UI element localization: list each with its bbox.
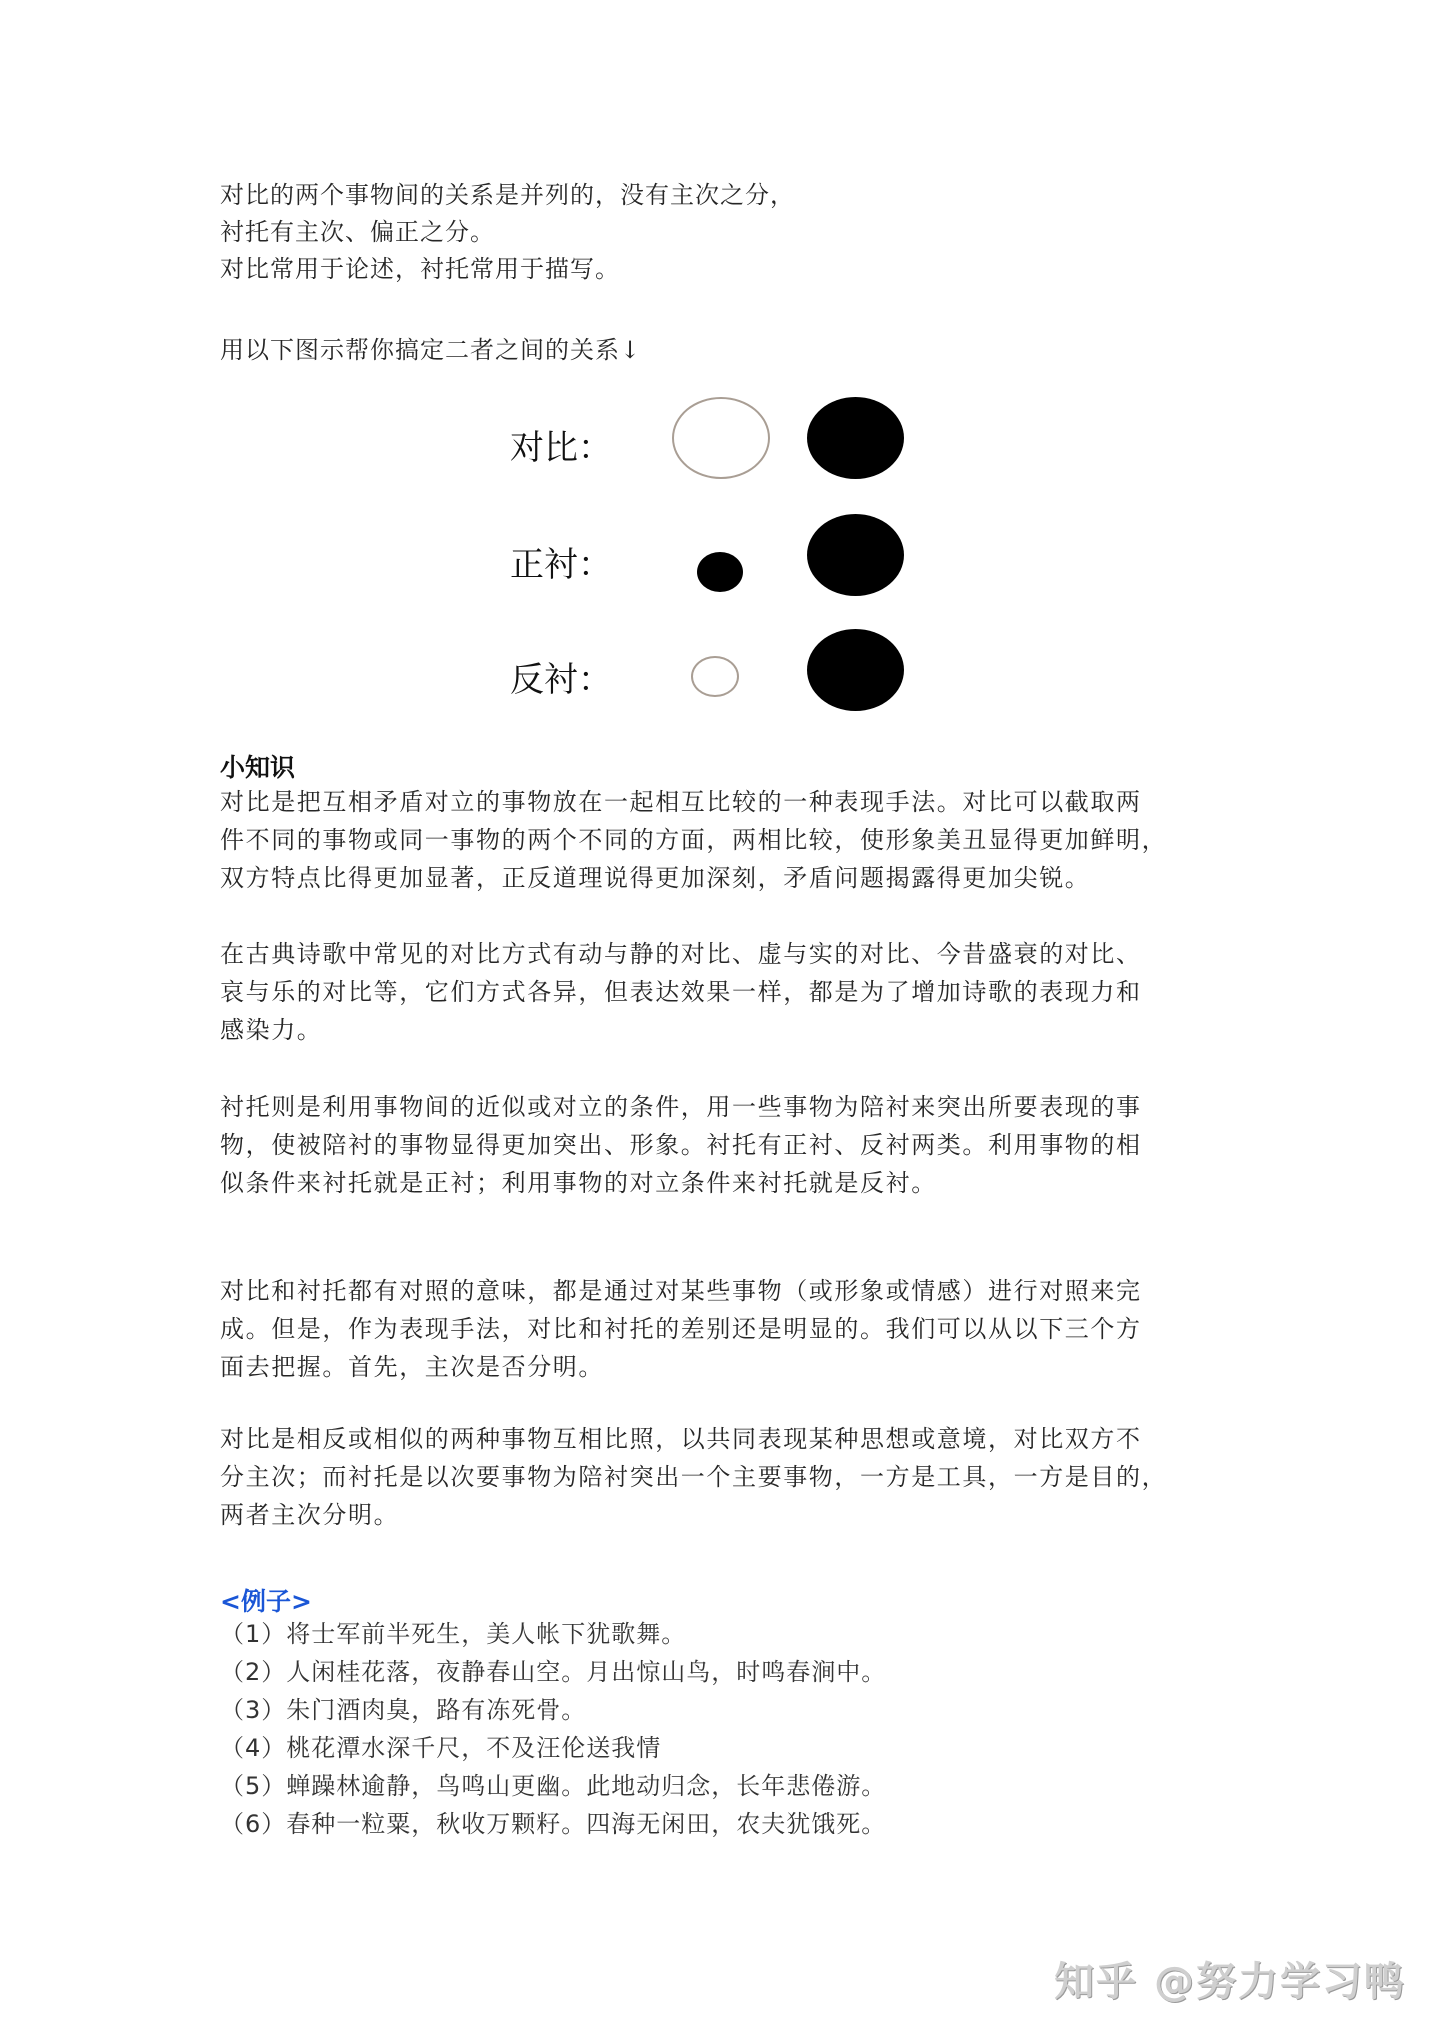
example-item: （3）朱门酒肉臭，路有冻死骨。 <box>220 1696 587 1724</box>
paragraph-line: 面去把握。首先，主次是否分明。 <box>220 1353 604 1381</box>
diagram-label-negative-foil: 反衬： <box>510 660 612 700</box>
large-hollow-circle-icon <box>672 397 770 479</box>
knowledge-paragraph-2 <box>220 935 1230 1049</box>
paragraph-line: 件不同的事物或同一事物的两个不同的方面，两相比较，使形象美丑显得更加鲜明， <box>220 826 1168 854</box>
paragraph-line: 物，使被陪衬的事物显得更加突出、形象。衬托有正衬、反衬两类。利用事物的相 <box>220 1131 1142 1159</box>
examples-list <box>220 1615 886 1843</box>
small-filled-circle-icon <box>697 552 743 592</box>
knowledge-heading: 小知识 <box>220 753 296 782</box>
example-item: （2）人闲桂花落，夜静春山空。月出惊山鸟，时鸣春涧中。 <box>220 1658 887 1686</box>
example-item: （4）桃花潭水深千尺，不及汪伦送我情 <box>220 1734 662 1762</box>
paragraph-line: 似条件来衬托就是正衬；利用事物的对立条件来衬托就是反衬。 <box>220 1169 937 1197</box>
paragraph-line: 对比是把互相矛盾对立的事物放在一起相互比较的一种表现手法。对比可以截取两 <box>220 788 1142 816</box>
large-filled-circle-icon <box>807 514 904 596</box>
paragraph-line: 对比是相反或相似的两种事物互相比照，以共同表现某种思想或意境，对比双方不 <box>220 1425 1142 1453</box>
paragraph-line: 两者主次分明。 <box>220 1501 400 1529</box>
intro-line-3: 对比常用于论述，衬托常用于描写。 <box>220 255 620 283</box>
knowledge-paragraph-3 <box>220 1088 1230 1202</box>
paragraph-line: 哀与乐的对比等，它们方式各异，但表达效果一样，都是为了增加诗歌的表现力和 <box>220 978 1142 1006</box>
paragraph-line: 双方特点比得更加显著，正反道理说得更加深刻，矛盾问题揭露得更加尖锐。 <box>220 864 1091 892</box>
knowledge-paragraph-5 <box>220 1420 1230 1534</box>
example-item: （6）春种一粒粟，秋收万颗籽。四海无闲田，农夫犹饿死。 <box>220 1810 887 1838</box>
contrast-diagram <box>490 382 960 722</box>
paragraph-line: 感染力。 <box>220 1016 323 1044</box>
knowledge-paragraph-1 <box>220 783 1230 897</box>
paragraph-line: 成。但是，作为表现手法，对比和衬托的差别还是明显的。我们可以从以下三个方 <box>220 1315 1142 1343</box>
paragraph-line: 在古典诗歌中常见的对比方式有动与静的对比、虚与实的对比、今昔盛衰的对比、 <box>220 940 1142 968</box>
example-item: （1）将士军前半死生，美人帐下犹歌舞。 <box>220 1620 687 1648</box>
small-hollow-circle-icon <box>691 656 739 697</box>
large-filled-circle-icon <box>807 397 904 479</box>
intro-line-2: 衬托有主次、偏正之分。 <box>220 218 495 246</box>
example-item: （5）蝉躁林逾静，鸟鸣山更幽。此地动归念，长年悲倦游。 <box>220 1772 887 1800</box>
diagram-caption: 用以下图示帮你搞定二者之间的关系↓ <box>220 336 642 364</box>
knowledge-paragraph-4 <box>220 1272 1230 1386</box>
intro-line-1: 对比的两个事物间的关系是并列的，没有主次之分， <box>220 181 795 209</box>
paragraph-line: 分主次；而衬托是以次要事物为陪衬突出一个主要事物，一方是工具，一方是目的， <box>220 1463 1168 1491</box>
diagram-label-positive-foil: 正衬： <box>510 545 612 585</box>
large-filled-circle-icon <box>807 629 904 711</box>
diagram-label-contrast: 对比： <box>510 428 612 468</box>
paragraph-line: 对比和衬托都有对照的意味，都是通过对某些事物（或形象或情感）进行对照来完 <box>220 1277 1142 1305</box>
zhihu-watermark: 知乎 @努力学习鸭 <box>1054 1959 1406 2005</box>
examples-heading: <例子> <box>220 1587 312 1616</box>
paragraph-line: 衬托则是利用事物间的近似或对立的条件，用一些事物为陪衬来突出所要表现的事 <box>220 1093 1142 1121</box>
